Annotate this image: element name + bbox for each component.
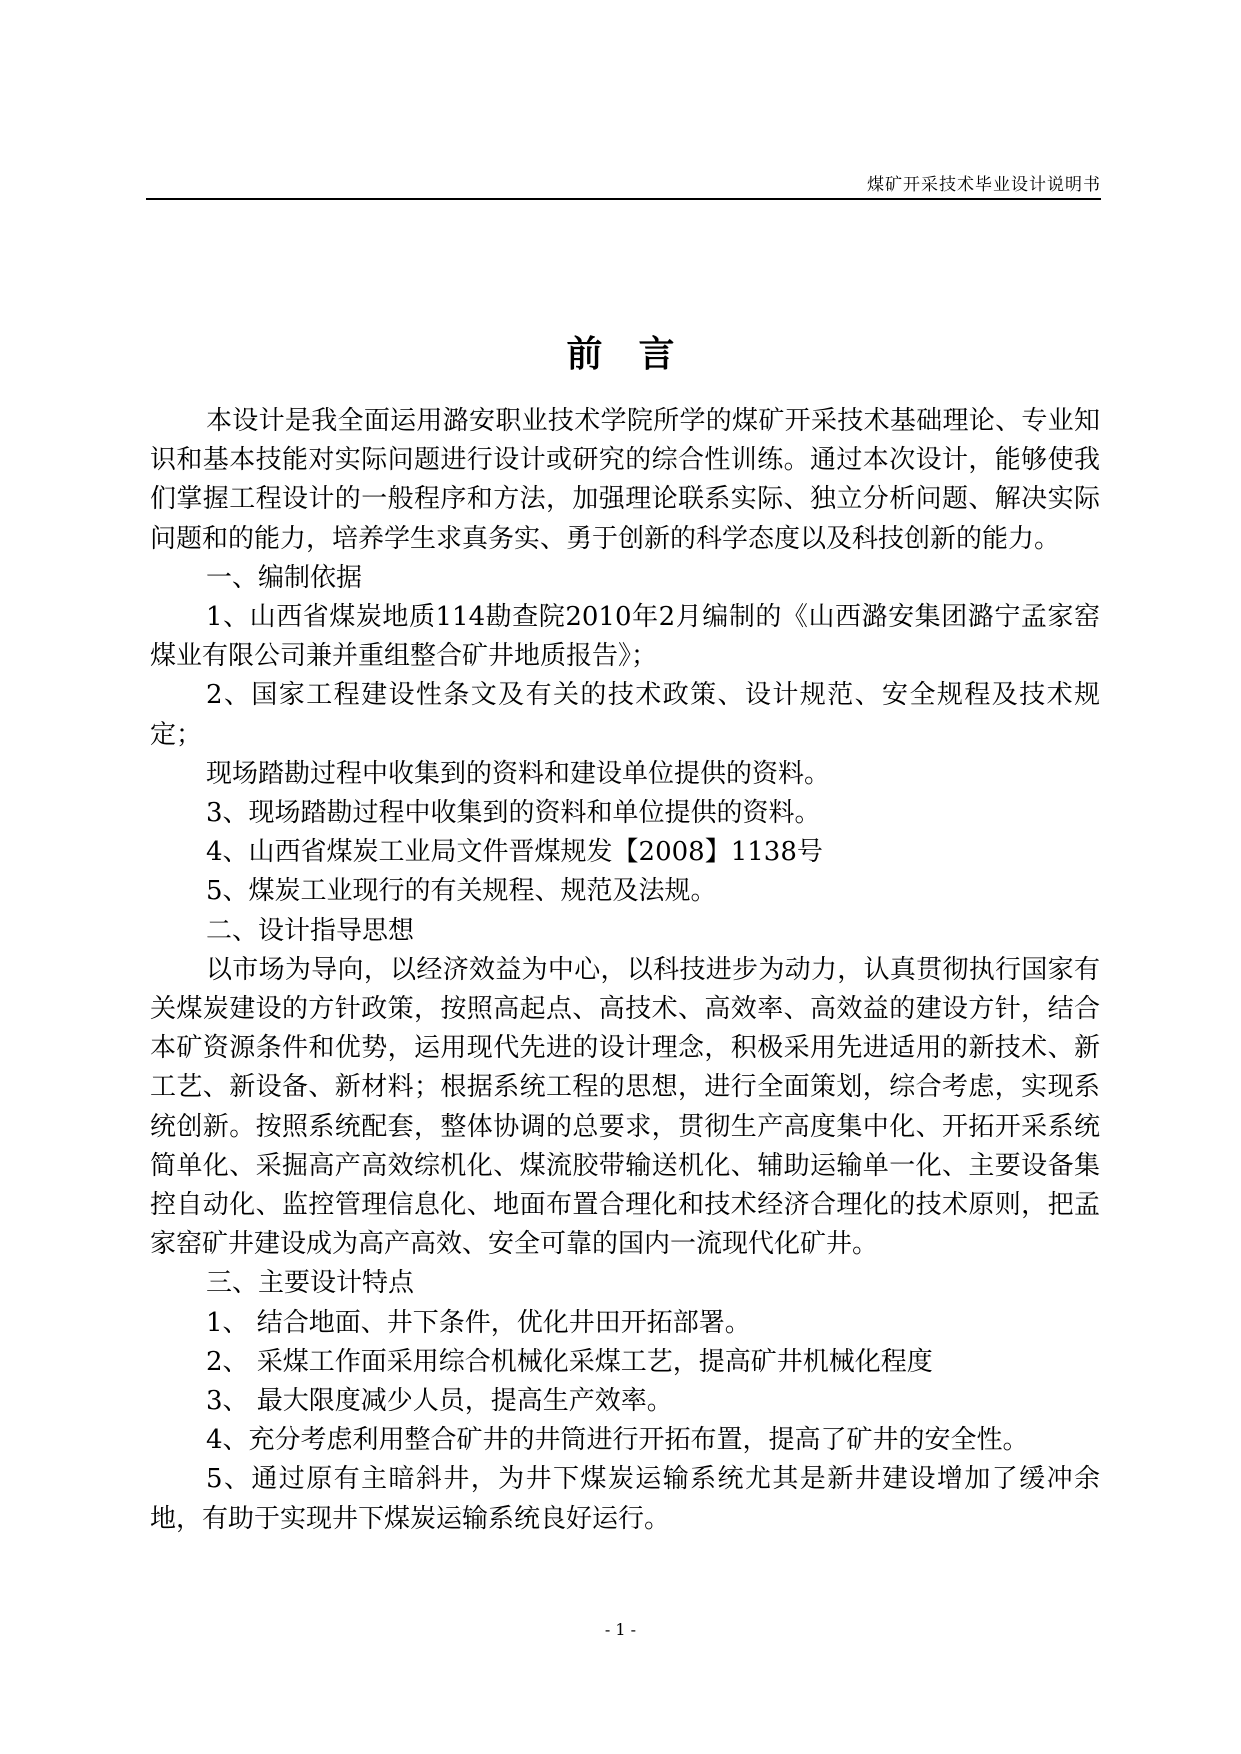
list-item: 4、山西省煤炭工业局文件晋煤规发【2008】1138号 xyxy=(206,837,823,868)
list-item: 3、现场踏勘过程中收集到的资料和单位提供的资料。 xyxy=(206,798,821,829)
page-title: 前言 xyxy=(566,334,711,375)
list-item: 5、通过原有主暗斜井，为井下煤炭运输系统尤其是新井建设增加了缓冲余地，有助于实现井下煤炭运输系统良好运行。 xyxy=(150,1464,1100,1534)
section-heading-features: 三、主要设计特点 xyxy=(206,1268,415,1299)
list-item: 2、国家工程建设性条文及有关的技术政策、设计规范、安全规程及技术规定； xyxy=(150,680,1100,750)
list-item: 1、 结合地面、井下条件，优化井田开拓部署。 xyxy=(206,1307,751,1338)
list-item: 3、 最大限度减少人员，提高生产效率。 xyxy=(206,1386,673,1417)
paragraph-intro: 本设计是我全面运用潞安职业技术学院所学的煤矿开采技术基础理论、专业知识和基本技能对实际问题进行设计或研究的综合性训练。通过本次设计，能够使我们掌握工程设计的一般程序和方法，加强理论联系实际、独立分析问题、解决实际问题和的能力，培养学生求真务实、勇于创新的科学态度以及科技创新的能力。 xyxy=(150,406,1100,554)
paragraph-guidance: 以市场为导向，以经济效益为中心，以科技进步为动力，认真贯彻执行国家有关煤炭建设的方针政策，按照高起点、高技术、高效率、高效益的建设方针，结合本矿资源条件和优势，运用现代先进的设计理念，积极采用先进适用的新技术、新工艺、新设备、新材料；根据系统工程的思想，进行全面策划，综合考虑，实现系统创新。按照系统配套，整体协调的总要求，贯彻生产高度集中化、开拓开采系统简单化、采掘高产高效综机化、煤流胶带输送机化、辅助运输单一化、主要设备集控自动化、监控管理信息化、地面布置合理化和技术经济合理化的技术原则，把孟家窑矿井建设成为高产高效、安全可靠的国内一流现代化矿井。 xyxy=(150,954,1100,1260)
section-heading-guidance: 二、设计指导思想 xyxy=(206,915,415,946)
page-number: - 1 - xyxy=(604,1620,637,1639)
list-item: 1、山西省煤炭地质114勘查院2010年2月编制的《山西潞安集团潞宁孟家窑煤业有限公司兼并重组整合矿井地质报告》； xyxy=(150,602,1100,672)
list-item: 4、充分考虑利用整合矿井的井筒进行开拓布置，提高了矿井的安全性。 xyxy=(206,1425,1029,1456)
header-rule xyxy=(146,198,1101,200)
running-header: 煤矿开采技术毕业设计说明书 xyxy=(867,175,1101,195)
section-heading-basis: 一、编制依据 xyxy=(206,562,363,593)
list-item: 2、 采煤工作面采用综合机械化采煤工艺，提高矿井机械化程度 xyxy=(206,1346,933,1377)
body-text xyxy=(150,402,1100,1539)
list-item: 5、煤炭工业现行的有关规程、规范及法规。 xyxy=(206,876,717,907)
list-item: 现场踏勘过程中收集到的资料和建设单位提供的资料。 xyxy=(206,758,831,789)
